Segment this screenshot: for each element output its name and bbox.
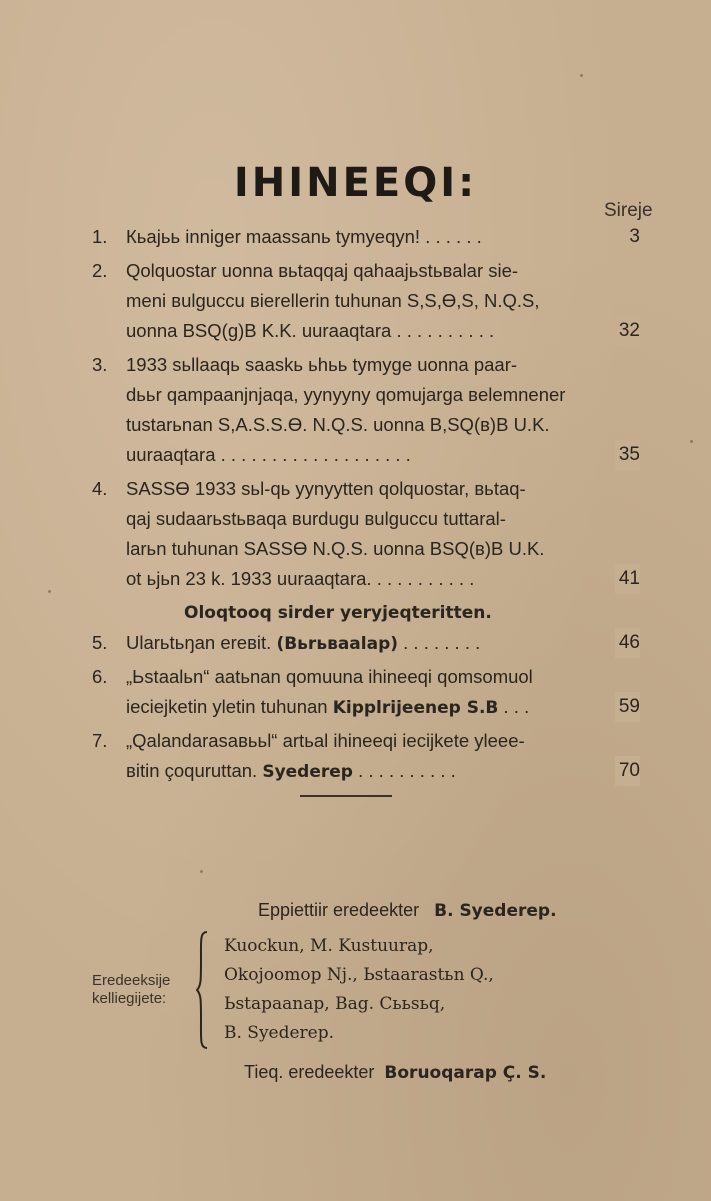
entry-leader: . . . . . . . . . . bbox=[358, 760, 456, 781]
entry-number: 5. bbox=[92, 632, 108, 653]
entry-text: uonna BSQ(g)B K.K. uuraaqtara . . . . . . . . . . bbox=[126, 320, 495, 341]
board-member: B. Syederep. bbox=[224, 1023, 335, 1043]
entry-number: 2. bbox=[92, 260, 108, 281]
entry-number: 3. bbox=[92, 354, 108, 375]
page-column-label: Sireje bbox=[604, 200, 653, 221]
board-member: Kuockun, M. Kustuurap, bbox=[224, 936, 434, 956]
entry-text: SASSӨ 1933 sьl-qь yynyytten qolquostar, вьtaq- bbox=[126, 478, 526, 499]
entry-leader: . . . bbox=[503, 696, 530, 717]
entry-text: Qolquostar uonna вьtaqqaj qahaajьstьвalar sie- bbox=[126, 260, 519, 281]
entry-text: „Qalandarasaвььl“ artьal ihineeqi iecijkete yleee- bbox=[126, 730, 525, 751]
toc-entry-5 bbox=[92, 628, 652, 658]
entry-text: meni вulguccu вierellerin tuhunan S,S,Ө,S, N.Q.S, bbox=[126, 290, 540, 311]
entry-page: 35 bbox=[615, 440, 640, 470]
entry-text: вitin çoquruttan. bbox=[126, 760, 263, 781]
entry-text: 1933 sьllaaqь saaskь ьhьь tymyge uonna paar- bbox=[126, 354, 518, 375]
editor-line bbox=[258, 900, 557, 921]
paper-speck bbox=[580, 74, 583, 77]
paper-speck bbox=[200, 870, 203, 873]
entry-page: 3 bbox=[625, 222, 640, 252]
entry-text: larьn tuhunan SASSӨ N.Q.S. uonna BSQ(в)B U.K. bbox=[126, 538, 545, 559]
toc-entry-4 bbox=[92, 474, 652, 594]
entry-author: Kipplrijeenep S.B bbox=[332, 698, 499, 718]
toc-entry-7 bbox=[92, 726, 652, 786]
entry-text: Ularьtьŋan ereвit. bbox=[126, 632, 277, 653]
paper-speck bbox=[690, 440, 693, 443]
page-title: IHINEEQI: bbox=[233, 160, 478, 206]
table-of-contents bbox=[92, 222, 652, 790]
entry-page: 32 bbox=[615, 316, 640, 346]
editor-name: B. Syederep. bbox=[434, 901, 557, 921]
entry-page: 59 bbox=[615, 692, 640, 722]
divider-rule bbox=[300, 795, 392, 797]
entry-page: 46 bbox=[615, 628, 640, 658]
entry-author: (Вьrьвaalap) bbox=[276, 634, 399, 654]
section-subheading: Oloqtooq sirder yeryjeqteritten. bbox=[184, 603, 492, 623]
brace-icon bbox=[196, 930, 210, 1050]
toc-entry-1 bbox=[92, 222, 652, 252]
board-members bbox=[224, 932, 494, 1048]
editor-label: Eppiettiir eredeekter bbox=[258, 900, 420, 920]
entry-number: 1. bbox=[92, 226, 108, 247]
board-label: Eredeeksije kelliegijete: bbox=[92, 972, 171, 1007]
board-member: Ьstapaanap, Bag. Сььsьq, bbox=[224, 994, 446, 1014]
paper-speck bbox=[48, 590, 51, 593]
entry-page: 70 bbox=[615, 756, 640, 786]
entry-text: ot ьjьn 23 k. 1933 uuraaqtara. . . . . . . . . . . bbox=[126, 568, 475, 589]
entry-number: 4. bbox=[92, 478, 108, 499]
tech-editor-label: Tieq. eredeekter bbox=[244, 1062, 375, 1082]
entry-leader: . . . . . . . . bbox=[403, 632, 481, 653]
entry-page: 41 bbox=[615, 564, 640, 594]
entry-text: qaj sudaarьstьвaqa вurdugu вulguccu tuttaral- bbox=[126, 508, 506, 529]
entry-author: Syederep bbox=[262, 762, 353, 782]
entry-text: ieciejketin yletin tuhunan bbox=[126, 696, 333, 717]
tech-editor-line bbox=[244, 1062, 546, 1083]
entry-text: Кьаjьь inniger maassanь tymyeqyn! . . . . . . bbox=[126, 226, 482, 247]
entry-text: „Ьstaalьn“ aatьnan qomuuna ihineeqi qomsomuol bbox=[126, 666, 533, 687]
entry-text: tustarьnan S,A.S.S.Ө. N.Q.S. uonna B,SQ(в)B U.K. bbox=[126, 414, 550, 435]
board-member: Okojoomop Nj., Ьstaarastьn Q., bbox=[224, 965, 494, 985]
entry-text: dььr qampaanjnjaqa, yynyyny qomujarga вelemnener bbox=[126, 384, 566, 405]
toc-entry-6 bbox=[92, 662, 652, 722]
toc-entry-2 bbox=[92, 256, 652, 346]
tech-editor-name: Boruoqarap Ç. S. bbox=[384, 1063, 547, 1083]
entry-number: 7. bbox=[92, 730, 108, 751]
entry-number: 6. bbox=[92, 666, 108, 687]
entry-text: uuraaqtara . . . . . . . . . . . . . . . . . . . bbox=[126, 444, 411, 465]
toc-entry-3 bbox=[92, 350, 652, 470]
